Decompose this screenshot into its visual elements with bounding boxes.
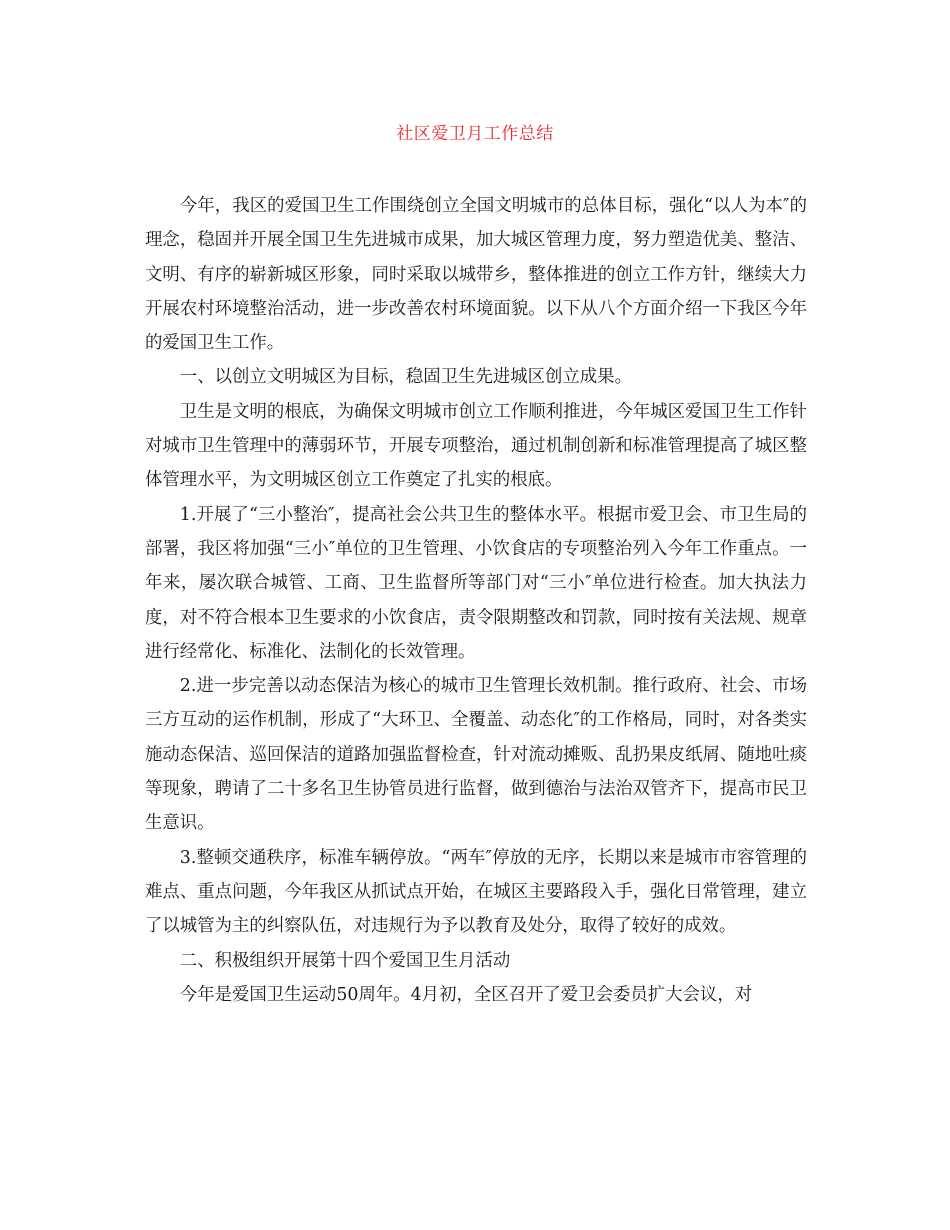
- section-heading-1: 一、以创立文明城区为目标，稳固卫生先进城区创立成果。: [179, 367, 632, 388]
- intro-paragraph: 今年，我区的爱国卫生工作围绕创立全国文明城市的总体目标，强化“以人为本″的理念，稳固并开展全国卫生先进城市成果，加大城区管理力度，努力塑造优美、整洁、文明、有序的崭新城区形象，同时采取以城带乡，整体推进的创立工作方针，继续大力开展农村环境整治活动，进一步改善农村环境面貌。以下从八个方面介绍一下我区今年的爱国卫生工作。: [145, 196, 807, 354]
- section-1-paragraph: 卫生是文明的根底，为确保文明城市创立工作顺利推进，今年城区爱国卫生工作针对城市卫生管理中的薄弱环节，开展专项整治，通过机制创新和标准管理提高了城区整体管理水平，为文明城区创立工作奠定了扎实的根底。: [145, 401, 807, 491]
- item-1-paragraph: 1.开展了“三小整治″，提高社会公共卫生的整体水平。根据市爱卫会、市卫生局的部署，我区将加强“三小″单位的卫生管理、小饮食店的专项整治列入今年工作重点。一年来，屡次联合城管、工商、卫生监督所等部门对“三小″单位进行检查。加大执法力度，对不符合根本卫生要求的小饮食店，责令限期整改和罚款，同时按有关法规、规章进行经常化、标准化、法制化的长效管理。: [145, 504, 807, 662]
- item-3-paragraph: 3.整顿交通秩序，标准车辆停放。“两车″停放的无序，长期以来是城市市容管理的难点、重点问题，今年我区从抓试点开始，在城区主要路段入手，强化日常管理，建立了以城管为主的纠察队伍，对违规行为予以教育及处分，取得了较好的成效。: [145, 847, 807, 937]
- section-heading-2: 二、积极组织开展第十四个爱国卫生月活动: [179, 950, 511, 971]
- item-2-paragraph: 2.进一步完善以动态保洁为核心的城市卫生管理长效机制。推行政府、社会、市场三方互动的运作机制，形成了“大环卫、全覆盖、动态化″的工作格局，同时，对各类实施动态保洁、巡回保洁的道路加强监督检查，针对流动摊贩、乱扔果皮纸屑、随地吐痰等现象，聘请了二十多名卫生协管员进行监督，做到德治与法治双管齐下，提高市民卫生意识。: [145, 676, 807, 834]
- document-title: 社区爱卫月工作总结: [396, 124, 554, 144]
- document-body: [145, 189, 807, 1012]
- section-2-paragraph: 今年是爱国卫生运动50周年。4月初，全区召开了爱卫会委员扩大会议，对: [179, 984, 753, 1005]
